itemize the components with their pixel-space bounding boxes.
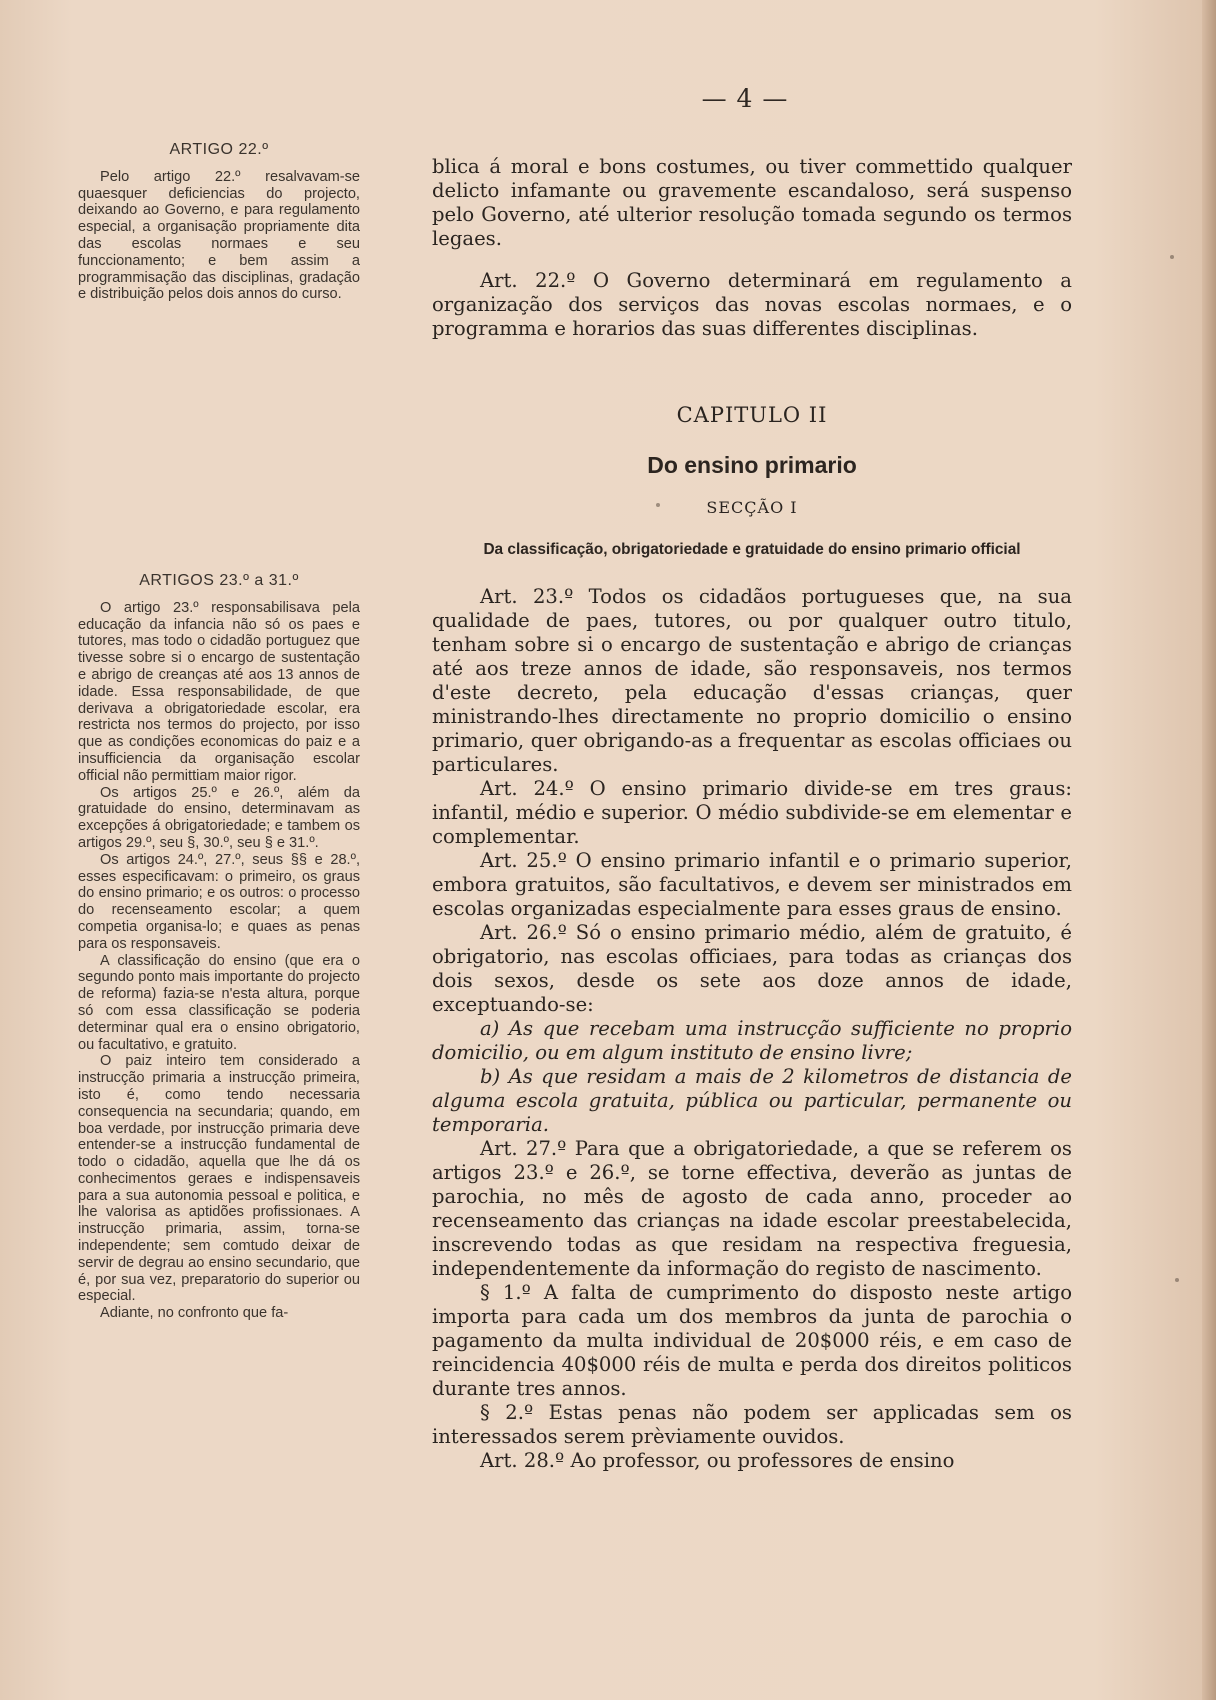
margin-note-paragraph: A classificação do ensino (que era o segundo ponto mais importante do projecto de reforma) fazia-se n'esta altura, porque só com essa classificação se poderia determinar qual era o ensino obrigatorio, ou facultativo, e gratuito. (78, 952, 360, 1053)
article-paragraph: Art. 26.º Só o ensino primario médio, além de gratuito, é obrigatorio, nas escolas officiaes, para todas as crianças dos dois sexos, desde os sete aos doze annos de idade, exceptuando-se: (432, 921, 1072, 1016)
paragraph-section-1: § 1.º A falta de cumprimento do disposto neste artigo importa para cada um dos membros da junta de parochia o pagamento da multa individual de 20$000 réis, e em caso de reincidencia 40$000 réis de multa e perda dos direitos politicos durante tres annos. (432, 1281, 1072, 1400)
exception-item-a: a) As que recebam uma instrucção sufficiente no proprio domicilio, ou em algum instituto de ensino livre; (432, 1017, 1072, 1064)
article-paragraph: Art. 27.º Para que a obrigatoriedade, a que se referem os artigos 23.º e 26.º, se torne effectiva, deverão as juntas de parochia, no mês de agosto de cada anno, proceder ao recenseamento das crianças na idade escolar preestabelecida, inscrevendo todas as que residam na respectiva freguesia, independentemente da informação do registo de nascimento. (432, 1137, 1072, 1280)
margin-note-paragraph: O artigo 23.º responsabilisava pela educação da infancia não só os paes e tutores, mas todo o cidadão portuguez que tivesse sobre si o encargo de sustentação e abrigo de creanças até aos 13 annos de idade. Essa responsabilidade, de que derivava a obrigatoriedade escolar, era restricta nos termos do projecto, por isso que as condições economicas do paiz e a insufficiencia da organisação escolar official não permittiam maior rigor. (78, 599, 360, 784)
paper-speck (656, 503, 660, 507)
margin-note-paragraph: O paiz inteiro tem considerado a instrucção primaria a instrucção primeira, isto é, como tendo necessaria consequencia na secundaria; quando, em boa verdade, por instrucção primaria deve entender-se a instrucção fundamental de todo o cidadão, aquella que lhe dá os conhecimentos geraes e indispensaveis para a sua autonomia pessoal e politica, e lhe valorisa as aptidões profissionaes. A instrucção primaria, assim, torna-se independente; sem comtudo deixar de servir de degrau ao ensino secundario, que é, por sua vez, preparatorio do superior ou especial. (78, 1053, 360, 1305)
section-title: Da classificação, obrigatoriedade e gratuidade do ensino primario official (483, 541, 1021, 558)
article-paragraph: Art. 24.º O ensino primario divide-se em tres graus: infantil, médio e superior. O médio subdivide-se em elementar e complementar. (432, 777, 1072, 848)
margin-note-paragraph: Pelo artigo 22.º resalvavam-se quaesquer deficiencias do projecto, deixando ao Governo, e para regulamento especial, a organisação propriamente dita das escolas normaes e seu funccionamento; e bem assim a programmisação das disciplinas, gradação e distribuição pelos dois annos do curso. (78, 168, 360, 303)
margin-note-article-22 (78, 142, 360, 303)
margin-note-paragraph: Os artigos 24.º, 27.º, seus §§ e 28.º, esses especificavam: o primeiro, os graus do ensino primario; e os outros: o processo do recenseamento escolar; a quem competia organisa-lo; e quaes as penas para os responsaveis. (78, 851, 360, 952)
article-paragraph: Art. 22.º O Governo determinará em regulamento a organização dos serviços das novas escolas normaes, e o programma e horarios das suas differentes disciplinas. (432, 269, 1072, 340)
margin-note-articles-23-31 (78, 573, 360, 1322)
margin-note-heading: ARTIGO 22.º (169, 141, 269, 158)
section-label: SECÇÃO I (706, 498, 798, 517)
article-paragraph: Art. 28.º Ao professor, ou professores de ensino (480, 1449, 955, 1472)
paragraph-section-2: § 2.º Estas penas não podem ser applicadas sem os interessados serem prèviamente ouvidos. (432, 1401, 1072, 1448)
article-paragraph: Art. 23.º Todos os cidadãos portugueses que, na sua qualidade de paes, tutores, ou por qualquer outro titulo, tenham sobre si o encargo de sustentação e abrigo de crianças até aos treze annos de idade, são responsaveis, nos termos d'este decreto, pela educação d'essas crianças, quer ministrando-lhes directamente no proprio domicilio o ensino primario, quer obrigando-as a frequentar as escolas officiaes ou particulares. (432, 585, 1072, 776)
paper-speck (1175, 1278, 1179, 1282)
body-paragraph: blica á moral e bons costumes, ou tiver commettido qualquer delicto infamante ou gravemente escandaloso, será suspenso pelo Governo, até ulterior resolução tomada segundo os termos legaes. (432, 155, 1072, 250)
chapter-title: Do ensino primario (647, 452, 857, 478)
article-paragraph: Art. 25.º O ensino primario infantil e o primario superior, embora gratuitos, são facultativos, e devem ser ministrados em escolas organizadas especialmente para esses graus de ensino. (432, 849, 1072, 920)
main-text-body (432, 585, 1072, 1473)
main-text-top (432, 155, 1072, 341)
margin-note-heading: ARTIGOS 23.º a 31.º (139, 572, 299, 589)
chapter-label: CAPITULO II (676, 403, 828, 427)
exception-item-b: b) As que residam a mais de 2 kilometros de distancia de alguma escola gratuita, pública ou particular, permanente ou temporaria. (432, 1065, 1072, 1136)
page-edge (1202, 0, 1216, 1700)
margin-note-paragraph: Os artigos 25.º e 26.º, além da gratuidade do ensino, determinavam as excepções á obrigatoriedade; e tambem os artigos 29.º, seu §, 30.º, seu § e 31.º. (78, 784, 360, 851)
paper-speck (1170, 255, 1174, 259)
margin-note-paragraph: Adiante, no confronto que fa- (100, 1305, 289, 1322)
page-number: — 4 — (701, 84, 789, 113)
